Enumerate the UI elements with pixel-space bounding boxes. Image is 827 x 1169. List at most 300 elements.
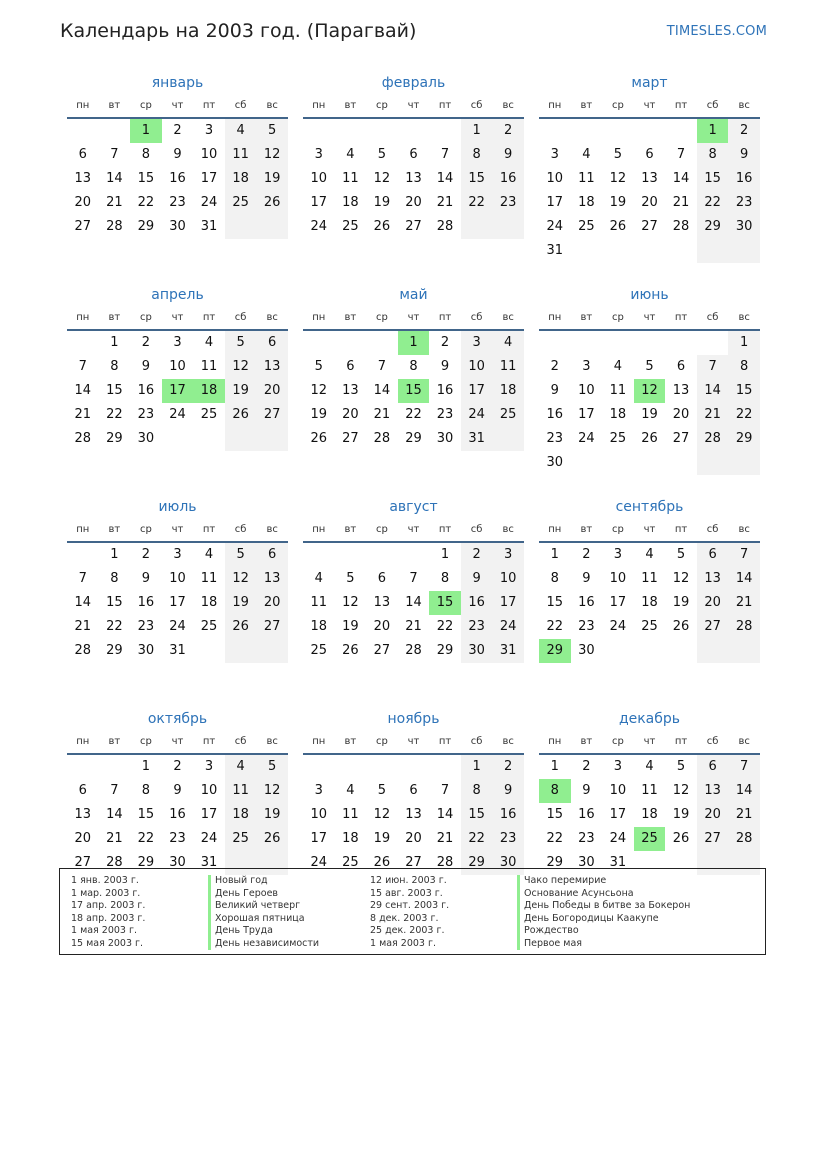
day-cell: 10 xyxy=(578,383,595,398)
holiday-day-cell: 25 xyxy=(634,827,666,851)
day-cell: 21 xyxy=(74,407,92,422)
day-cell: 15 xyxy=(546,595,564,610)
day-cell: 6 xyxy=(409,147,418,162)
day-cell: 25 xyxy=(492,403,524,427)
empty-cell xyxy=(303,119,335,143)
day-cell: 9 xyxy=(173,147,182,162)
day-cell: 27 xyxy=(256,403,288,427)
day-cell: 24 xyxy=(546,219,564,234)
day-cell: 16 xyxy=(461,591,493,615)
days-grid xyxy=(67,331,288,451)
day-cell: 10 xyxy=(492,567,524,591)
legend-dates-column xyxy=(71,875,145,950)
day-cell: 2 xyxy=(582,547,591,562)
month-block xyxy=(539,71,760,283)
day-cell: 9 xyxy=(582,783,591,798)
month-block xyxy=(539,283,760,495)
day-cell: 12 xyxy=(256,779,288,803)
month-name: июль xyxy=(158,499,197,515)
holiday-day-cell: 15 xyxy=(398,379,430,403)
day-cell: 26 xyxy=(310,431,328,446)
day-cell: 9 xyxy=(582,571,591,586)
day-cell: 18 xyxy=(225,803,257,827)
weekday-label: ср xyxy=(611,736,624,747)
legend-holiday-name: Рождество xyxy=(517,925,690,938)
day-cell: 12 xyxy=(672,783,690,798)
weekday-label: пт xyxy=(674,100,688,111)
legend-date: 18 апр. 2003 г. xyxy=(71,912,146,924)
day-cell: 31 xyxy=(200,219,218,234)
day-cell: 23 xyxy=(436,407,454,422)
legend-holiday-name: Чако перемирие xyxy=(517,875,690,888)
legend-holiday-name: Новый год xyxy=(208,875,319,888)
day-cell: 25 xyxy=(200,407,218,422)
holiday-legend xyxy=(59,868,766,955)
day-cell: 26 xyxy=(373,855,391,870)
day-cell: 11 xyxy=(200,571,218,586)
weekday-header xyxy=(303,731,524,755)
empty-cell xyxy=(256,427,288,451)
empty-cell xyxy=(67,543,99,567)
month-name: декабрь xyxy=(618,711,681,727)
day-cell: 11 xyxy=(310,595,328,610)
day-cell: 13 xyxy=(74,171,92,186)
legend-date: 12 июн. 2003 г. xyxy=(370,875,447,886)
days-grid xyxy=(303,543,524,663)
weekday-label: пн xyxy=(76,524,90,535)
day-cell: 2 xyxy=(461,543,493,567)
day-cell: 31 xyxy=(546,243,564,258)
day-cell: 17 xyxy=(169,595,186,610)
empty-cell xyxy=(665,331,697,355)
legend-holiday-name: День независимости xyxy=(208,938,319,951)
day-cell: 4 xyxy=(582,147,591,162)
day-cell: 5 xyxy=(377,783,387,798)
weekday-label: вс xyxy=(502,736,514,747)
empty-cell xyxy=(697,331,729,355)
day-cell: 28 xyxy=(436,855,454,870)
day-cell: 11 xyxy=(342,807,359,822)
empty-cell xyxy=(398,119,430,143)
day-cell: 23 xyxy=(461,615,493,639)
legend-holiday-name: Великий четверг xyxy=(208,900,319,913)
legend-date: 1 мая 2003 г. xyxy=(370,937,436,949)
day-cell: 6 xyxy=(377,571,387,586)
legend-holiday-name: День Героев xyxy=(208,888,319,901)
empty-cell xyxy=(571,331,603,355)
day-cell: 8 xyxy=(728,355,760,379)
day-cell: 10 xyxy=(609,783,627,798)
day-cell: 27 xyxy=(405,855,422,870)
month-name: ноябрь xyxy=(387,711,440,727)
day-cell: 11 xyxy=(200,359,218,374)
weekday-label: ср xyxy=(139,736,152,747)
day-cell: 13 xyxy=(672,383,690,398)
day-cell: 16 xyxy=(578,595,595,610)
day-cell: 12 xyxy=(373,807,391,822)
day-cell: 16 xyxy=(137,595,155,610)
day-cell: 15 xyxy=(461,803,493,827)
legend-date: 1 янв. 2003 г. xyxy=(71,875,139,886)
weekday-header xyxy=(539,95,760,119)
day-cell: 15 xyxy=(106,595,123,610)
day-cell: 19 xyxy=(373,831,391,846)
day-cell: 17 xyxy=(310,831,328,846)
day-cell: 30 xyxy=(578,855,595,870)
weekday-label: вт xyxy=(108,736,121,747)
day-cell: 13 xyxy=(405,171,422,186)
day-cell: 13 xyxy=(74,807,92,822)
day-cell: 8 xyxy=(110,359,119,374)
empty-cell xyxy=(398,755,430,779)
day-cell: 8 xyxy=(141,783,151,798)
site-link[interactable]: TIMESLES.COM xyxy=(666,24,767,39)
day-cell: 12 xyxy=(373,171,391,186)
day-cell: 12 xyxy=(672,571,690,586)
legend-holiday-name: День Богородицы Каакупе xyxy=(517,913,690,926)
day-cell: 19 xyxy=(225,591,257,615)
day-cell: 22 xyxy=(106,407,123,422)
holiday-day-cell: 1 xyxy=(697,119,729,143)
weekday-header xyxy=(303,95,524,119)
day-cell: 20 xyxy=(405,195,422,210)
day-cell: 18 xyxy=(200,595,218,610)
empty-cell xyxy=(697,639,729,663)
days-grid xyxy=(67,755,288,875)
day-cell: 6 xyxy=(697,543,729,567)
weekday-label: ср xyxy=(139,100,152,111)
weekday-label: ср xyxy=(375,524,388,535)
day-cell: 13 xyxy=(697,567,729,591)
empty-cell xyxy=(225,427,257,451)
day-cell: 7 xyxy=(440,147,450,162)
day-cell: 13 xyxy=(641,171,658,186)
weekday-label: ср xyxy=(375,100,388,111)
day-cell: 4 xyxy=(645,547,654,562)
day-cell: 1 xyxy=(110,547,119,562)
empty-cell xyxy=(225,639,257,663)
day-cell: 25 xyxy=(225,827,257,851)
weekday-label: сб xyxy=(470,100,483,111)
day-cell: 8 xyxy=(550,571,559,586)
day-cell: 10 xyxy=(169,571,186,586)
day-cell: 5 xyxy=(676,759,686,774)
day-cell: 5 xyxy=(645,359,654,374)
days-grid xyxy=(67,119,288,239)
day-cell: 23 xyxy=(492,191,524,215)
day-cell: 6 xyxy=(697,755,729,779)
day-cell: 27 xyxy=(641,219,658,234)
day-cell: 20 xyxy=(256,591,288,615)
weekday-label: пт xyxy=(438,524,452,535)
day-cell: 7 xyxy=(728,543,760,567)
day-cell: 15 xyxy=(137,807,155,822)
weekday-label: вс xyxy=(738,100,750,111)
legend-date: 15 мая 2003 г. xyxy=(71,937,144,949)
day-cell: 17 xyxy=(310,195,328,210)
weekday-label: сб xyxy=(234,736,247,747)
day-cell: 24 xyxy=(461,403,493,427)
day-cell: 20 xyxy=(672,407,690,422)
legend-holiday-name: Хорошая пятница xyxy=(208,913,319,926)
day-cell: 19 xyxy=(672,595,690,610)
day-cell: 7 xyxy=(78,359,87,374)
weekday-label: пт xyxy=(202,312,216,323)
day-cell: 14 xyxy=(74,383,92,398)
day-cell: 14 xyxy=(436,807,454,822)
empty-cell xyxy=(335,543,367,567)
empty-cell xyxy=(162,427,194,451)
day-cell: 18 xyxy=(342,831,359,846)
day-cell: 16 xyxy=(169,807,186,822)
empty-cell xyxy=(697,451,729,475)
day-cell: 13 xyxy=(342,383,359,398)
day-cell: 28 xyxy=(436,219,454,234)
day-cell: 5 xyxy=(225,543,257,567)
day-cell: 14 xyxy=(405,595,422,610)
empty-cell xyxy=(492,427,524,451)
weekday-label: чт xyxy=(407,100,420,111)
day-cell: 21 xyxy=(728,591,760,615)
empty-cell xyxy=(99,755,131,779)
day-cell: 12 xyxy=(256,143,288,167)
day-cell: 27 xyxy=(74,855,92,870)
day-cell: 15 xyxy=(697,167,729,191)
day-cell: 24 xyxy=(492,615,524,639)
weekday-header xyxy=(303,307,524,331)
day-cell: 17 xyxy=(492,591,524,615)
weekday-label: ср xyxy=(139,312,152,323)
day-cell: 25 xyxy=(609,431,627,446)
legend-holiday-name: Первое мая xyxy=(517,938,690,951)
day-cell: 31 xyxy=(169,643,186,658)
day-cell: 23 xyxy=(137,407,155,422)
day-cell: 22 xyxy=(405,407,422,422)
day-cell: 10 xyxy=(169,359,186,374)
empty-cell xyxy=(665,119,697,143)
day-cell: 23 xyxy=(169,831,186,846)
day-cell: 27 xyxy=(405,219,422,234)
day-cell: 2 xyxy=(173,123,182,138)
day-cell: 22 xyxy=(137,195,155,210)
day-cell: 17 xyxy=(200,807,218,822)
day-cell: 18 xyxy=(609,407,627,422)
day-cell: 9 xyxy=(141,359,151,374)
empty-cell xyxy=(256,215,288,239)
weekday-label: пт xyxy=(438,312,452,323)
day-cell: 8 xyxy=(409,359,418,374)
weekday-label: вс xyxy=(502,100,514,111)
day-cell: 22 xyxy=(461,827,493,851)
legend-date: 1 мая 2003 г. xyxy=(71,925,137,936)
day-cell: 30 xyxy=(492,851,524,875)
day-cell: 29 xyxy=(546,855,564,870)
day-cell: 11 xyxy=(225,779,257,803)
day-cell: 16 xyxy=(728,167,760,191)
holiday-day-cell: 18 xyxy=(193,379,225,403)
day-cell: 15 xyxy=(106,383,123,398)
day-cell: 29 xyxy=(137,219,155,234)
day-cell: 1 xyxy=(461,119,493,143)
empty-cell xyxy=(67,331,99,355)
day-cell: 24 xyxy=(609,831,627,846)
day-cell: 4 xyxy=(645,759,654,774)
legend-date: 8 дек. 2003 г. xyxy=(370,912,439,924)
day-cell: 21 xyxy=(106,831,123,846)
weekday-label: пт xyxy=(202,100,216,111)
empty-cell xyxy=(366,119,398,143)
empty-cell xyxy=(602,331,634,355)
day-cell: 28 xyxy=(74,643,92,658)
weekday-label: вт xyxy=(580,524,593,535)
day-cell: 3 xyxy=(461,331,493,355)
day-cell: 24 xyxy=(200,831,218,846)
day-cell: 11 xyxy=(225,143,257,167)
day-cell: 11 xyxy=(641,571,658,586)
day-cell: 21 xyxy=(672,195,690,210)
empty-cell xyxy=(634,119,666,143)
day-cell: 3 xyxy=(314,147,323,162)
empty-cell xyxy=(366,331,398,355)
day-cell: 13 xyxy=(256,355,288,379)
weekday-label: сб xyxy=(234,312,247,323)
day-cell: 1 xyxy=(461,755,493,779)
day-cell: 22 xyxy=(137,831,155,846)
day-cell: 14 xyxy=(728,779,760,803)
weekday-label: чт xyxy=(407,524,420,535)
empty-cell xyxy=(256,639,288,663)
day-cell: 14 xyxy=(436,171,454,186)
empty-cell xyxy=(602,119,634,143)
day-cell: 8 xyxy=(110,571,119,586)
day-cell: 28 xyxy=(74,431,92,446)
weekday-label: пн xyxy=(548,312,562,323)
day-cell: 2 xyxy=(582,759,591,774)
day-cell: 20 xyxy=(256,379,288,403)
legend-dates-column xyxy=(370,875,449,950)
day-cell: 23 xyxy=(492,827,524,851)
holiday-day-cell: 17 xyxy=(162,379,194,403)
weekday-label: вс xyxy=(266,100,278,111)
day-cell: 26 xyxy=(256,191,288,215)
empty-cell xyxy=(67,755,99,779)
day-cell: 11 xyxy=(641,783,658,798)
weekday-label: пн xyxy=(312,736,326,747)
weekday-header xyxy=(539,519,760,543)
day-cell: 28 xyxy=(697,427,729,451)
day-cell: 18 xyxy=(578,195,595,210)
day-cell: 23 xyxy=(546,431,564,446)
day-cell: 24 xyxy=(310,219,328,234)
day-cell: 15 xyxy=(728,379,760,403)
day-cell: 31 xyxy=(461,427,493,451)
empty-cell xyxy=(602,239,634,263)
day-cell: 22 xyxy=(728,403,760,427)
weekday-label: чт xyxy=(171,524,184,535)
day-cell: 29 xyxy=(405,431,422,446)
day-cell: 12 xyxy=(225,567,257,591)
empty-cell xyxy=(634,239,666,263)
day-cell: 5 xyxy=(256,119,288,143)
weekday-header xyxy=(67,519,288,543)
empty-cell xyxy=(602,451,634,475)
day-cell: 26 xyxy=(256,827,288,851)
days-grid xyxy=(539,755,760,875)
day-cell: 7 xyxy=(676,147,686,162)
day-cell: 3 xyxy=(173,547,182,562)
day-cell: 17 xyxy=(546,195,564,210)
day-cell: 10 xyxy=(461,355,493,379)
day-cell: 10 xyxy=(200,783,218,798)
weekday-label: сб xyxy=(470,312,483,323)
day-cell: 2 xyxy=(141,547,151,562)
days-grid xyxy=(303,119,524,239)
day-cell: 20 xyxy=(405,831,422,846)
day-cell: 30 xyxy=(436,431,454,446)
empty-cell xyxy=(602,639,634,663)
day-cell: 6 xyxy=(256,543,288,567)
day-cell: 30 xyxy=(461,639,493,663)
day-cell: 16 xyxy=(169,171,186,186)
empty-cell xyxy=(429,119,461,143)
day-cell: 10 xyxy=(546,171,564,186)
empty-cell xyxy=(665,639,697,663)
day-cell: 14 xyxy=(106,171,123,186)
day-cell: 28 xyxy=(672,219,690,234)
month-name: октябрь xyxy=(147,711,208,727)
day-cell: 8 xyxy=(141,147,151,162)
weekday-label: вт xyxy=(344,524,357,535)
day-cell: 9 xyxy=(728,143,760,167)
month-block xyxy=(303,71,524,283)
day-cell: 29 xyxy=(461,851,493,875)
weekday-label: сб xyxy=(706,100,719,111)
day-cell: 19 xyxy=(310,407,328,422)
day-cell: 8 xyxy=(461,143,493,167)
weekday-label: вт xyxy=(108,312,121,323)
legend-names-column xyxy=(517,875,690,950)
empty-cell xyxy=(665,451,697,475)
holiday-day-cell: 1 xyxy=(398,331,430,355)
day-cell: 9 xyxy=(492,143,524,167)
empty-cell xyxy=(634,639,666,663)
weekday-label: чт xyxy=(171,312,184,323)
empty-cell xyxy=(335,119,367,143)
day-cell: 12 xyxy=(342,595,359,610)
month-name: июнь xyxy=(630,287,669,303)
day-cell: 1 xyxy=(110,335,119,350)
empty-cell xyxy=(398,543,430,567)
empty-cell xyxy=(303,755,335,779)
day-cell: 5 xyxy=(377,147,387,162)
month-name: март xyxy=(631,75,668,91)
empty-cell xyxy=(303,331,335,355)
legend-names-column xyxy=(208,875,319,950)
day-cell: 21 xyxy=(74,619,92,634)
weekday-label: вт xyxy=(344,736,357,747)
day-cell: 2 xyxy=(492,119,524,143)
day-cell: 3 xyxy=(550,147,559,162)
day-cell: 26 xyxy=(672,619,690,634)
day-cell: 21 xyxy=(697,403,729,427)
day-cell: 14 xyxy=(672,171,690,186)
day-cell: 25 xyxy=(641,619,658,634)
day-cell: 16 xyxy=(436,383,454,398)
day-cell: 21 xyxy=(373,407,391,422)
day-cell: 3 xyxy=(582,359,591,374)
day-cell: 12 xyxy=(310,383,328,398)
day-cell: 18 xyxy=(641,595,658,610)
